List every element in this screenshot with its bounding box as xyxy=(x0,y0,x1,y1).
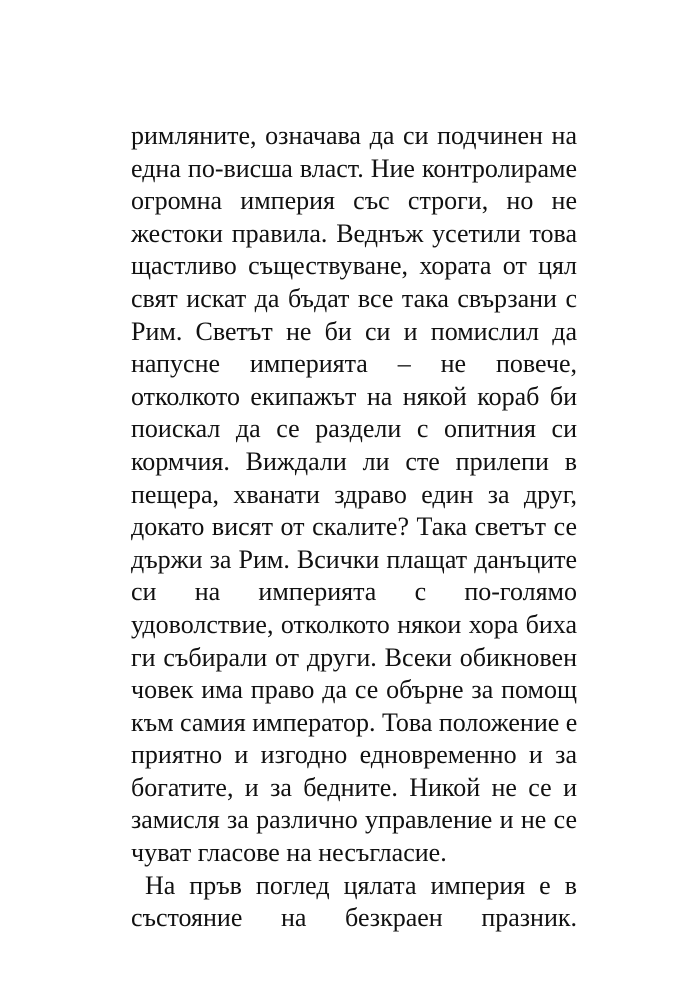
body-text xyxy=(131,120,577,935)
text-line: докато висят от скалите? Така светът се xyxy=(131,512,577,542)
text-line: си на империята с по-голямо xyxy=(131,577,577,607)
text-line: Рим. Светът не би си и помислил да xyxy=(131,316,577,346)
text-line: щастливо съществуване, хората от цял xyxy=(131,251,577,281)
text-line: към самия император. Това положение е xyxy=(131,707,578,737)
text-line: човек има право да се обърне за помощ xyxy=(131,675,577,705)
text-line: една по-висша власт. Ние контролираме xyxy=(131,153,577,183)
text-line: На пръв поглед цялата империя е в xyxy=(145,870,577,900)
text-line: удоволствие, отколкото някои хора биха xyxy=(131,609,577,639)
text-line: чуват гласове на несъгласие. xyxy=(131,838,447,868)
text-line: жестоки правила. Веднъж усетили това xyxy=(131,218,577,248)
text-line: ги събирали от други. Всеки обикновен xyxy=(131,642,577,672)
text-line: римляните, означава да си подчинен на xyxy=(131,121,577,150)
text-line: замисля за различно управление и не се xyxy=(131,805,577,835)
paragraph xyxy=(131,120,577,870)
text-line: пещера, хванати здраво един за друг, xyxy=(131,479,577,509)
text-line: кормчия. Виждали ли сте прилепи в xyxy=(131,446,577,476)
text-line: огромна империя със строги, но не xyxy=(131,186,577,216)
text-line: напусне империята – не повече, xyxy=(131,349,577,379)
text-line: приятно и изгодно едновременно и за xyxy=(131,740,577,770)
text-line: поискал да се раздели с опитния си xyxy=(131,414,577,444)
text-line: състояние на безкраен празник. xyxy=(131,903,577,933)
text-line: държи за Рим. Всички плащат данъците xyxy=(131,544,577,574)
text-line: богатите, и за бедните. Никой не се и xyxy=(131,772,577,802)
text-line: свят искат да бъдат все така свързани с xyxy=(131,283,577,313)
text-line: отколкото екипажът на някой кораб би xyxy=(131,381,577,411)
paragraph xyxy=(131,870,577,935)
